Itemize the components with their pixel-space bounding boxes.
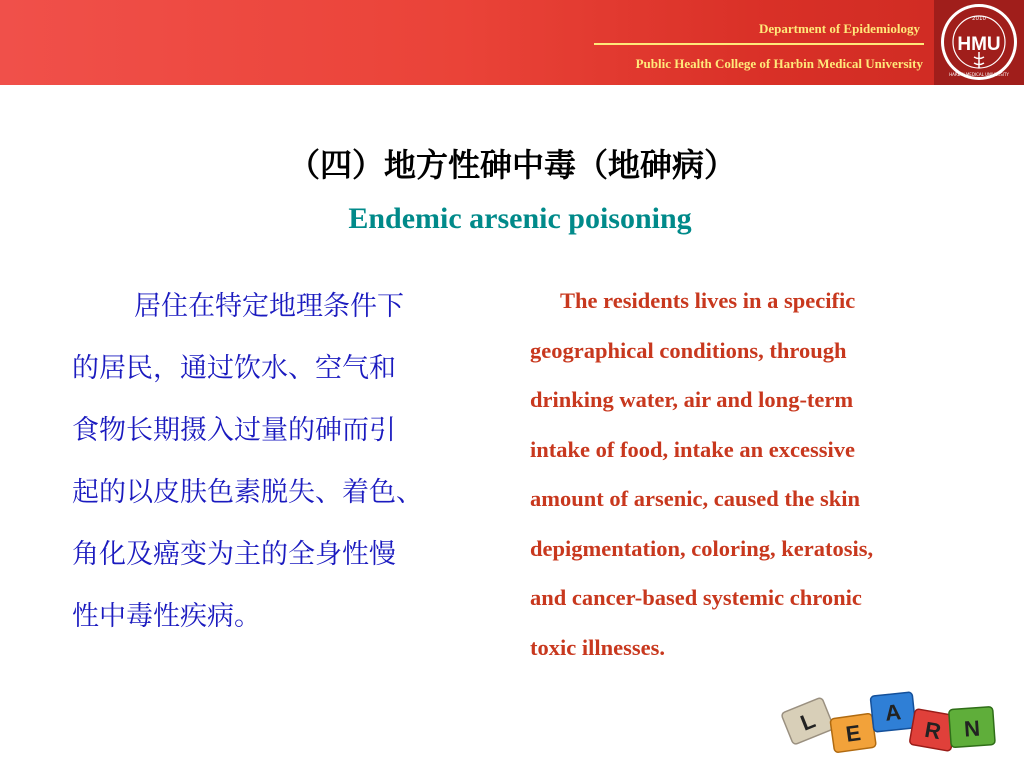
en-line: drinking water, air and long-term: [530, 387, 854, 412]
learn-letter-e: E: [844, 720, 863, 747]
department-label: Department of Epidemiology: [758, 21, 920, 36]
en-line: The residents lives in a specific: [560, 288, 856, 313]
cn-line: 起的以皮肤色素脱失、着色、: [72, 477, 423, 508]
header-divider: [594, 43, 924, 45]
chinese-definition-text: [72, 276, 512, 648]
cn-line: 角化及癌变为主的全身性慢: [72, 539, 396, 570]
en-line: amount of arsenic, caused the skin: [530, 486, 861, 511]
en-line: depigmentation, coloring, keratosis,: [530, 535, 874, 561]
learn-letter-n: N: [963, 715, 981, 742]
cn-line: 居住在特定地理条件下: [134, 291, 404, 322]
logo-text: HMU: [957, 34, 1001, 55]
cn-line: 性中毒性疾病。: [72, 601, 261, 632]
slide-title-chinese: （四）地方性砷中毒（地砷病）: [287, 146, 736, 184]
logo-year: 2010: [972, 16, 986, 22]
learn-letter-l: L: [796, 707, 819, 736]
learn-puzzle-graphic: [778, 680, 1000, 762]
header-banner: [0, 0, 1024, 85]
slide-title-english: Endemic arsenic poisoning: [348, 202, 692, 235]
cn-line: 的居民，通过饮水、空气和: [72, 353, 396, 384]
cn-line: 食物长期摄入过量的砷而引: [72, 415, 396, 446]
learn-letter-r: R: [922, 716, 943, 745]
english-definition-text: [530, 276, 980, 672]
university-logo: [934, 0, 1024, 85]
learn-letter-a: A: [883, 699, 903, 726]
en-line: toxic illnesses.: [530, 634, 665, 660]
en-line: intake of food, intake an excessive: [530, 436, 855, 462]
en-line: and cancer-based systemic chronic: [530, 585, 862, 610]
logo-caption: HARBIN MEDICAL UNIVERSITY: [949, 72, 1009, 77]
en-line: geographical conditions, through: [530, 337, 847, 363]
college-label: Public Health College of Harbin Medical University: [635, 56, 923, 71]
